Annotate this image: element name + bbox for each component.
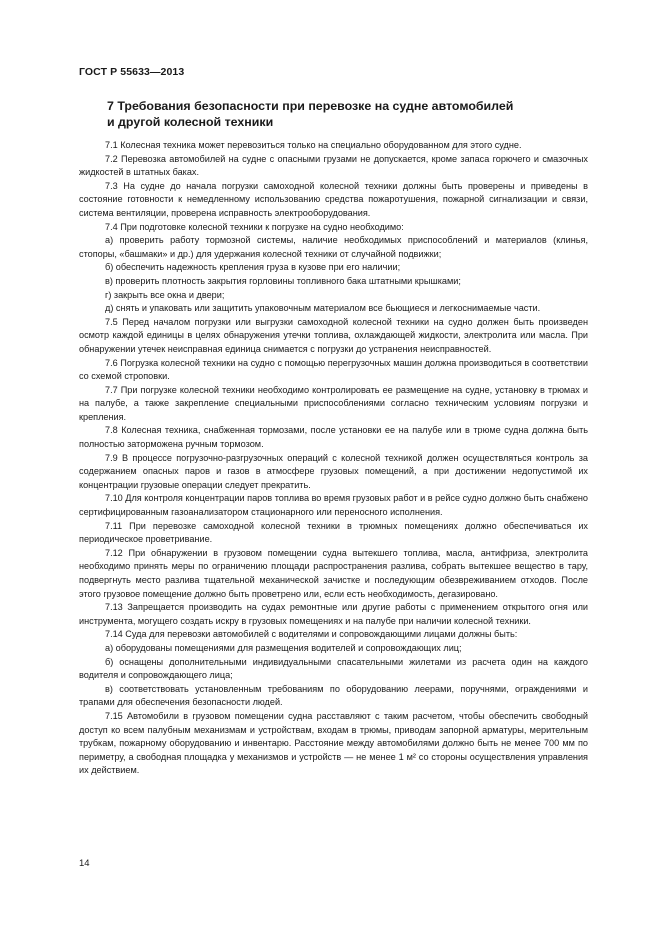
list-item-7-4-g: г) закрыть все окна и двери; (105, 289, 225, 300)
section-body (79, 139, 588, 778)
paragraph-7-2: 7.2 Перевозка автомобилей на судне с опасными грузами не допускается, кроме запаса горючего и смазочных жидкостей в штатных баках. (79, 153, 588, 178)
list-item-7-14-b: б) оснащены дополнительными индивидуальными спасательными жилетами из расчета один на каждого водителя и сопровождающего лица; (79, 656, 588, 681)
paragraph-7-3: 7.3 На судне до начала погрузки самоходной колесной техники должны быть проверены и приведены в состояние готовности к немедленному использованию средства пожаротушения, пожарной сигнализации и связи, система вентиляции, проверена исправность электрооборудования. (79, 180, 588, 218)
paragraph-7-1: 7.1 Колесная техника может перевозиться только на специально оборудованном для этого судне. (105, 140, 522, 150)
paragraph-7-13: 7.13 Запрещается производить на судах ремонтные или другие работы с применением открытого огня или инструмента, могущего создать искру в грузовых помещениях и на палубе при наличии колесной техники. (79, 602, 588, 626)
list-item-7-14-a: а) оборудованы помещениями для размещения водителей и сопровождающих лиц; (105, 642, 462, 653)
section-title (107, 98, 587, 130)
standard-header: ГОСТ Р 55633—2013 (79, 66, 185, 78)
list-item-7-4-d: д) снять и упаковать или защитить упаковочным материалом все бьющиеся и легкоснимаемые части. (105, 303, 541, 314)
paragraph-7-15: 7.15 Автомобили в грузовом помещении судна расставляют с таким расчетом, чтобы обеспечить свободный доступ ко всем палубным механизмам и устройствам, входам в трюмы, приводам запорной арматуры, мерительным трубкам, пожарному оборудованию и инвентарю. Расстояние между автомобилями должно быть не менее 700 мм по периметру, а свободная площадка у механизмов и устройств — не менее 1 м² со стороны осуществления управления их действием. (79, 710, 588, 776)
list-item-7-4-v: в) проверить плотность закрытия горловины топливного бака штатными крышками; (105, 275, 461, 286)
paragraph-7-9: 7.9 В процессе погрузочно-разгрузочных операций с колесной техникой должен осуществляться контроль за содержанием опасных паров и газов в атмосфере грузовых помещений, а при достижении недопустимой их концентрации грузовые операции следует прекратить. (79, 452, 588, 490)
paragraph-7-11: 7.11 При перевозке самоходной колесной техники в трюмных помещениях должно обеспечиваться их периодическое проветривание. (79, 520, 588, 545)
section-title-line-1: 7 Требования безопасности при перевозке на судне автомобилей (107, 99, 514, 113)
paragraph-7-5: 7.5 Перед началом погрузки или выгрузки самоходной колесной техники на судно должен быть произведен осмотр каждой единицы в целях обнаружения утечки топлива, охлаждающей жидкости, электролита или масла. При обнаружении утечек неисправная единица снимается с погрузки до устранения неисправностей. (79, 316, 588, 354)
paragraph-7-14: 7.14 Суда для перевозки автомобилей с водителями и сопровождающими лицами должны быть: (105, 629, 518, 640)
paragraph-7-4: 7.4 При подготовке колесной техники к погрузке на судно необходимо: (105, 221, 404, 232)
section-title-line-2: и другой колесной техники (107, 115, 274, 129)
page-number: 14 (79, 858, 90, 869)
list-item-7-4-b: б) обеспечить надежность крепления груза в кузове при его наличии; (105, 262, 401, 273)
list-item-7-4-a: а) проверить работу тормозной системы, наличие необходимых приспособлений и материалов (клинья, стопоры, «башмаки» и др.) для удержания колесной техники от случайной подвижки; (79, 235, 588, 259)
paragraph-7-8: 7.8 Колесная техника, снабженная тормозами, после установки ее на палубе или в трюме судна должна быть полностью заторможена ручным тормозом. (79, 425, 588, 450)
paragraph-7-10: 7.10 Для контроля концентрации паров топлива во время грузовых работ и в рейсе судно должно быть снабжено сертифицированным газоанализатором стационарного или переносного исполнения. (79, 493, 589, 518)
paragraph-7-6: 7.6 Погрузка колесной техники на судно с помощью перегрузочных машин должна производиться в соответствии со схемой строповки. (79, 357, 588, 382)
list-item-7-14-v: в) соответствовать установленным требованиям по оборудованию леерами, поручнями, ограждениями и трапами для обеспечения безопасности людей. (79, 683, 588, 708)
paragraph-7-7: 7.7 При погрузке колесной техники необходимо контролировать ее размещение на судне, установку в трюмах и на палубе, а также закрепление специальными приспособлениями согласно техническим условиям погрузки и крепления. (79, 384, 588, 422)
paragraph-7-12: 7.12 При обнаружении в грузовом помещении судна вытекшего топлива, масла, антифриза, электролита необходимо принять меры по ограничению площади распространения разлива, собрать вытекшее вещество в тару, подвергнуть место разлива тщательной механической зачистке и последующим обезвреживанием отходов. После этого грузовое помещение должно быть проветрено или, если есть необходимость, дегазировано. (79, 547, 588, 599)
